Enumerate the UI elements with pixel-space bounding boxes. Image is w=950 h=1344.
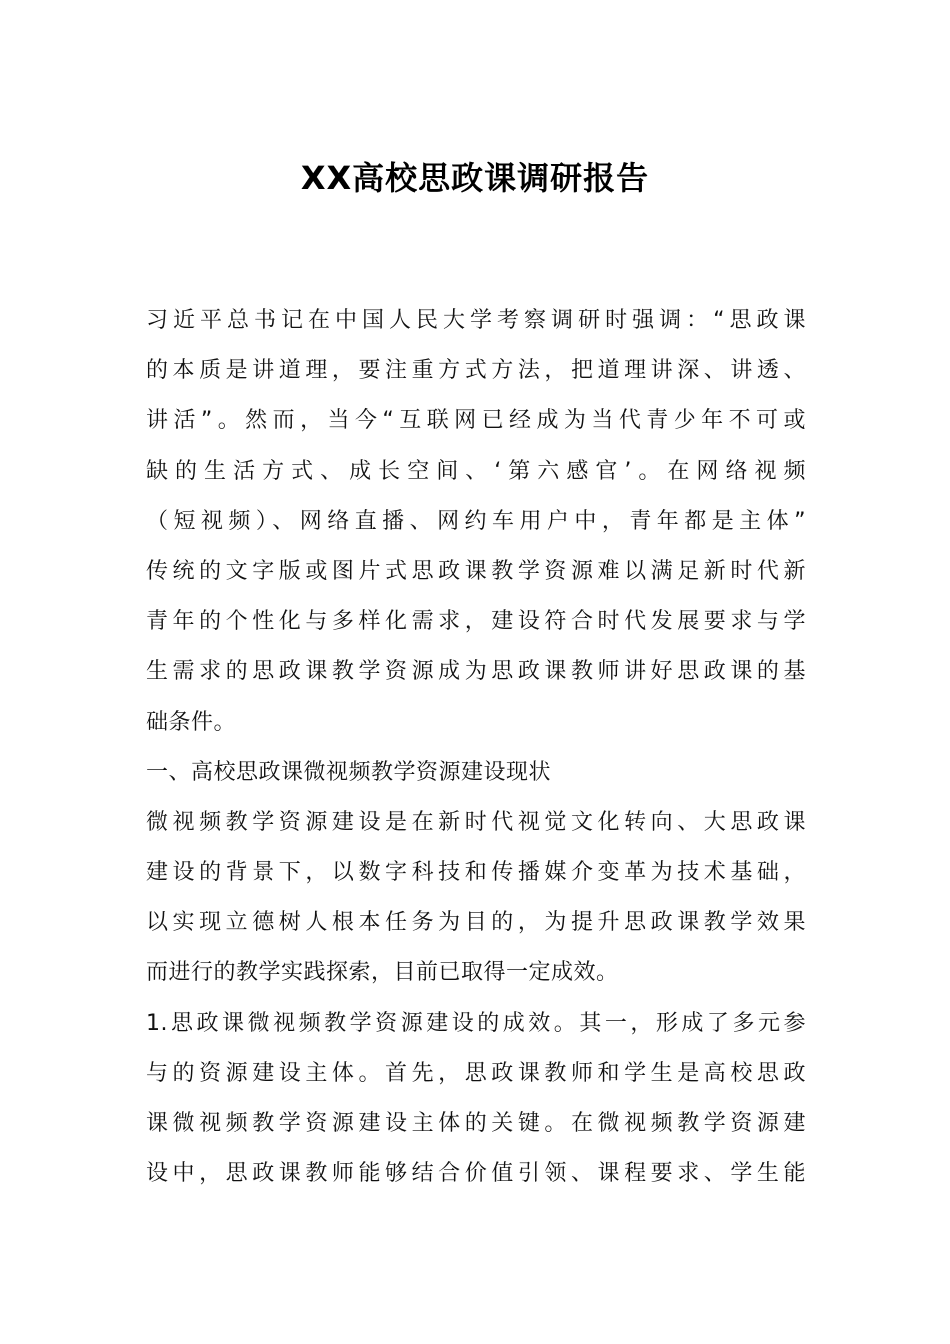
paragraph-line: 传统的文字版或图片式思政课教学资源难以满足新时代新: [146, 558, 806, 584]
paragraph-line: 讲活”。然而，当今“互联网已经成为当代青少年不可或: [146, 408, 806, 434]
paragraph-line: 课微视频教学资源建设主体的关键。在微视频教学资源建: [146, 1111, 806, 1136]
paragraph-line: 而进行的教学实践探索，目前已取得一定成效。: [146, 960, 619, 986]
paragraph-line: 以实现立德树人根本任务为目的，为提升思政课教学效果: [146, 910, 806, 936]
paragraph-line: 生需求的思政课教学资源成为思政课教师讲好思政课的基: [146, 659, 806, 685]
paragraph-line: 设中，思政课教师能够结合价值引领、课程要求、学生能: [146, 1161, 806, 1187]
paragraph-line: 习近平总书记在中国人民大学考察调研时强调：“思政课: [146, 308, 806, 333]
paragraph-line: （短视频）、网络直播、网约车用户中，青年都是主体”: [146, 508, 806, 534]
paragraph-line: 青年的个性化与多样化需求，建设符合时代发展要求与学: [146, 609, 806, 635]
paragraph-line: 与的资源建设主体。首先，思政课教师和学生是高校思政: [146, 1060, 806, 1086]
paragraph-line: 础条件。: [146, 709, 237, 735]
paragraph-line: 微视频教学资源建设是在新时代视觉文化转向、大思政课: [146, 809, 806, 835]
paragraph-line: 的本质是讲道理，要注重方式方法，把道理讲深、讲透、: [146, 358, 806, 384]
document-body: [146, 296, 806, 1199]
paragraph-line: 缺的生活方式、成长空间、‘第六感官’。在网络视频: [146, 458, 806, 484]
paragraph-line: 1.思政课微视频教学资源建设的成效。其一，形成了多元参: [146, 1010, 806, 1036]
document-title: XX高校思政课调研报告: [300, 159, 650, 197]
paragraph-line: 建设的背景下，以数字科技和传播媒介变革为技术基础，: [146, 860, 806, 886]
section-heading: 一、高校思政课微视频教学资源建设现状: [146, 759, 552, 785]
